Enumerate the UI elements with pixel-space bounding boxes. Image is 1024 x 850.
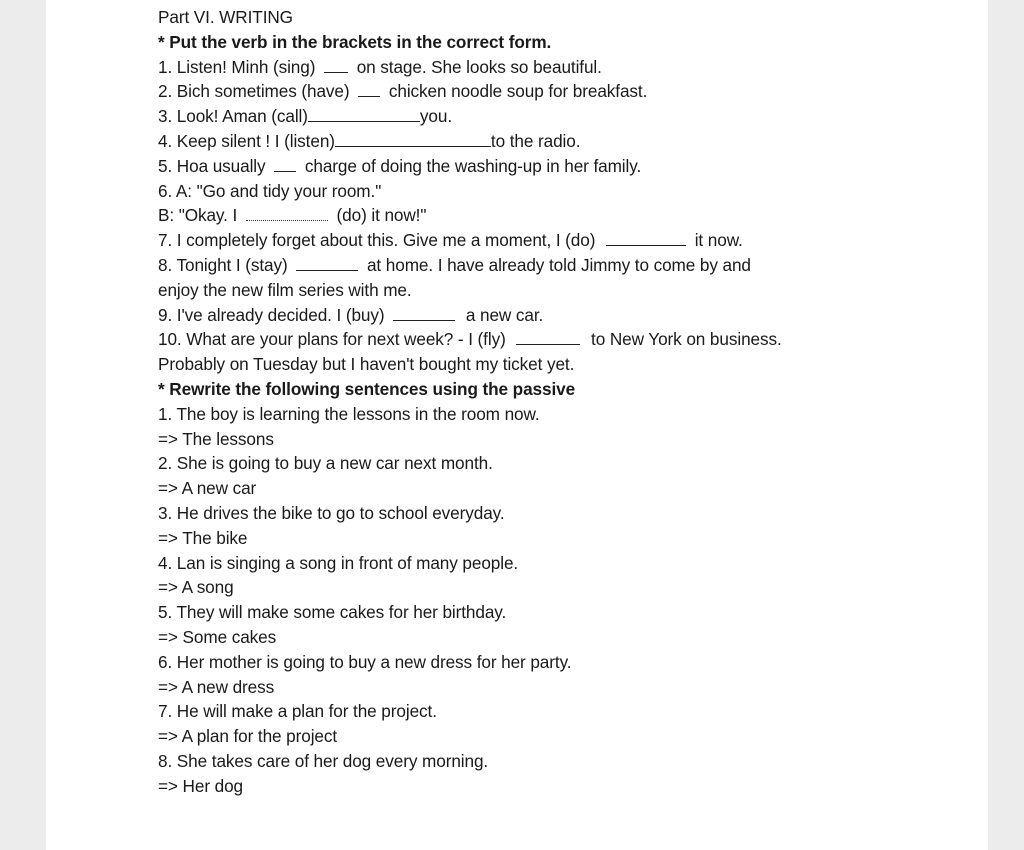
q-text: to the radio.	[490, 130, 581, 151]
q-text: 7. I completely forget about this. Give me a moment, I (do)	[158, 230, 601, 251]
passive-answer-prompt: => A plan for the project	[158, 726, 338, 747]
passive-answer-prompt: => Her dog	[158, 775, 243, 796]
answer-blank[interactable]	[274, 156, 296, 172]
passive-answer-prompt: => The lessons	[158, 428, 274, 449]
answer-blank[interactable]	[516, 329, 580, 345]
question-1-8	[158, 253, 978, 278]
q-text: 2. Bich sometimes (have)	[158, 81, 355, 102]
q-text: on stage. She looks so beautiful.	[352, 56, 602, 77]
q-text: 8. Tonight I (stay)	[158, 254, 293, 275]
question-1-9	[158, 303, 978, 328]
q-text: at home. I have already told Jimmy to come by and	[362, 254, 751, 275]
passive-answer-prompt: => A new dress	[158, 676, 275, 697]
answer-blank[interactable]	[324, 57, 348, 73]
passive-sentence: 4. Lan is singing a song in front of many people.	[158, 552, 519, 573]
q-text: 4. Keep silent ! I (listen)	[158, 130, 335, 151]
question-1-10	[158, 327, 978, 352]
q-text: you.	[419, 106, 452, 127]
passive-answer-prompt: => Some cakes	[158, 626, 277, 647]
q-text: to New York on business.	[586, 329, 782, 350]
question-1-10-continued: Probably on Tuesday but I haven't bought my ticket yet.	[158, 354, 575, 375]
section-2-heading: * Rewrite the following sentences using the passive	[158, 378, 576, 399]
q-text: 5. Hoa usually	[158, 155, 271, 176]
q-text: B: "Okay. I	[158, 205, 242, 226]
question-1-4	[158, 129, 978, 154]
passive-sentence: 1. The boy is learning the lessons in the room now.	[158, 403, 540, 424]
passive-sentence: 3. He drives the bike to go to school everyday.	[158, 502, 505, 523]
passive-answer-prompt: => A new car	[158, 478, 257, 499]
section-1-heading: * Put the verb in the brackets in the correct form.	[158, 31, 552, 52]
q-text: chicken noodle soup for breakfast.	[384, 81, 648, 102]
question-1-3	[158, 104, 978, 129]
worksheet-page	[46, 0, 988, 850]
q-text: (do) it now!"	[331, 205, 427, 226]
question-1-7	[158, 228, 978, 253]
question-1-8-continued: enjoy the new film series with me.	[158, 279, 412, 300]
q-text: 3. Look! Aman (call)	[158, 106, 308, 127]
q-text: charge of doing the washing-up in her family.	[300, 155, 642, 176]
passive-sentence: 7. He will make a plan for the project.	[158, 701, 437, 722]
passive-list	[158, 402, 978, 799]
answer-blank[interactable]	[296, 255, 358, 271]
q-text: it now.	[690, 230, 743, 251]
q-text: 1. Listen! Minh (sing)	[158, 56, 321, 77]
passive-sentence: 8. She takes care of her dog every morning.	[158, 750, 489, 771]
passive-answer-prompt: => The bike	[158, 527, 248, 548]
passive-sentence: 2. She is going to buy a new car next month.	[158, 453, 493, 474]
passive-sentence: 5. They will make some cakes for her birthday.	[158, 602, 507, 623]
answer-blank[interactable]	[606, 230, 686, 246]
question-1-1	[158, 55, 978, 80]
answer-blank[interactable]	[335, 131, 491, 147]
answer-blank[interactable]	[308, 106, 420, 122]
part-title: Part VI. WRITING	[158, 7, 293, 27]
question-1-6b	[158, 203, 978, 228]
worksheet-content	[158, 5, 978, 799]
question-1-5	[158, 154, 978, 179]
question-1-2	[158, 79, 978, 104]
answer-dotted-blank[interactable]	[246, 205, 328, 221]
answer-blank[interactable]	[358, 81, 380, 97]
q-text: a new car.	[461, 304, 544, 325]
passive-sentence: 6. Her mother is going to buy a new dress for her party.	[158, 651, 572, 672]
passive-answer-prompt: => A song	[158, 577, 234, 598]
question-1-6a: 6. A: "Go and tidy your room."	[158, 180, 382, 201]
answer-blank[interactable]	[393, 305, 455, 321]
q-text: 9. I've already decided. I (buy)	[158, 304, 390, 325]
q-text: 10. What are your plans for next week? - I (fly)	[158, 329, 511, 350]
